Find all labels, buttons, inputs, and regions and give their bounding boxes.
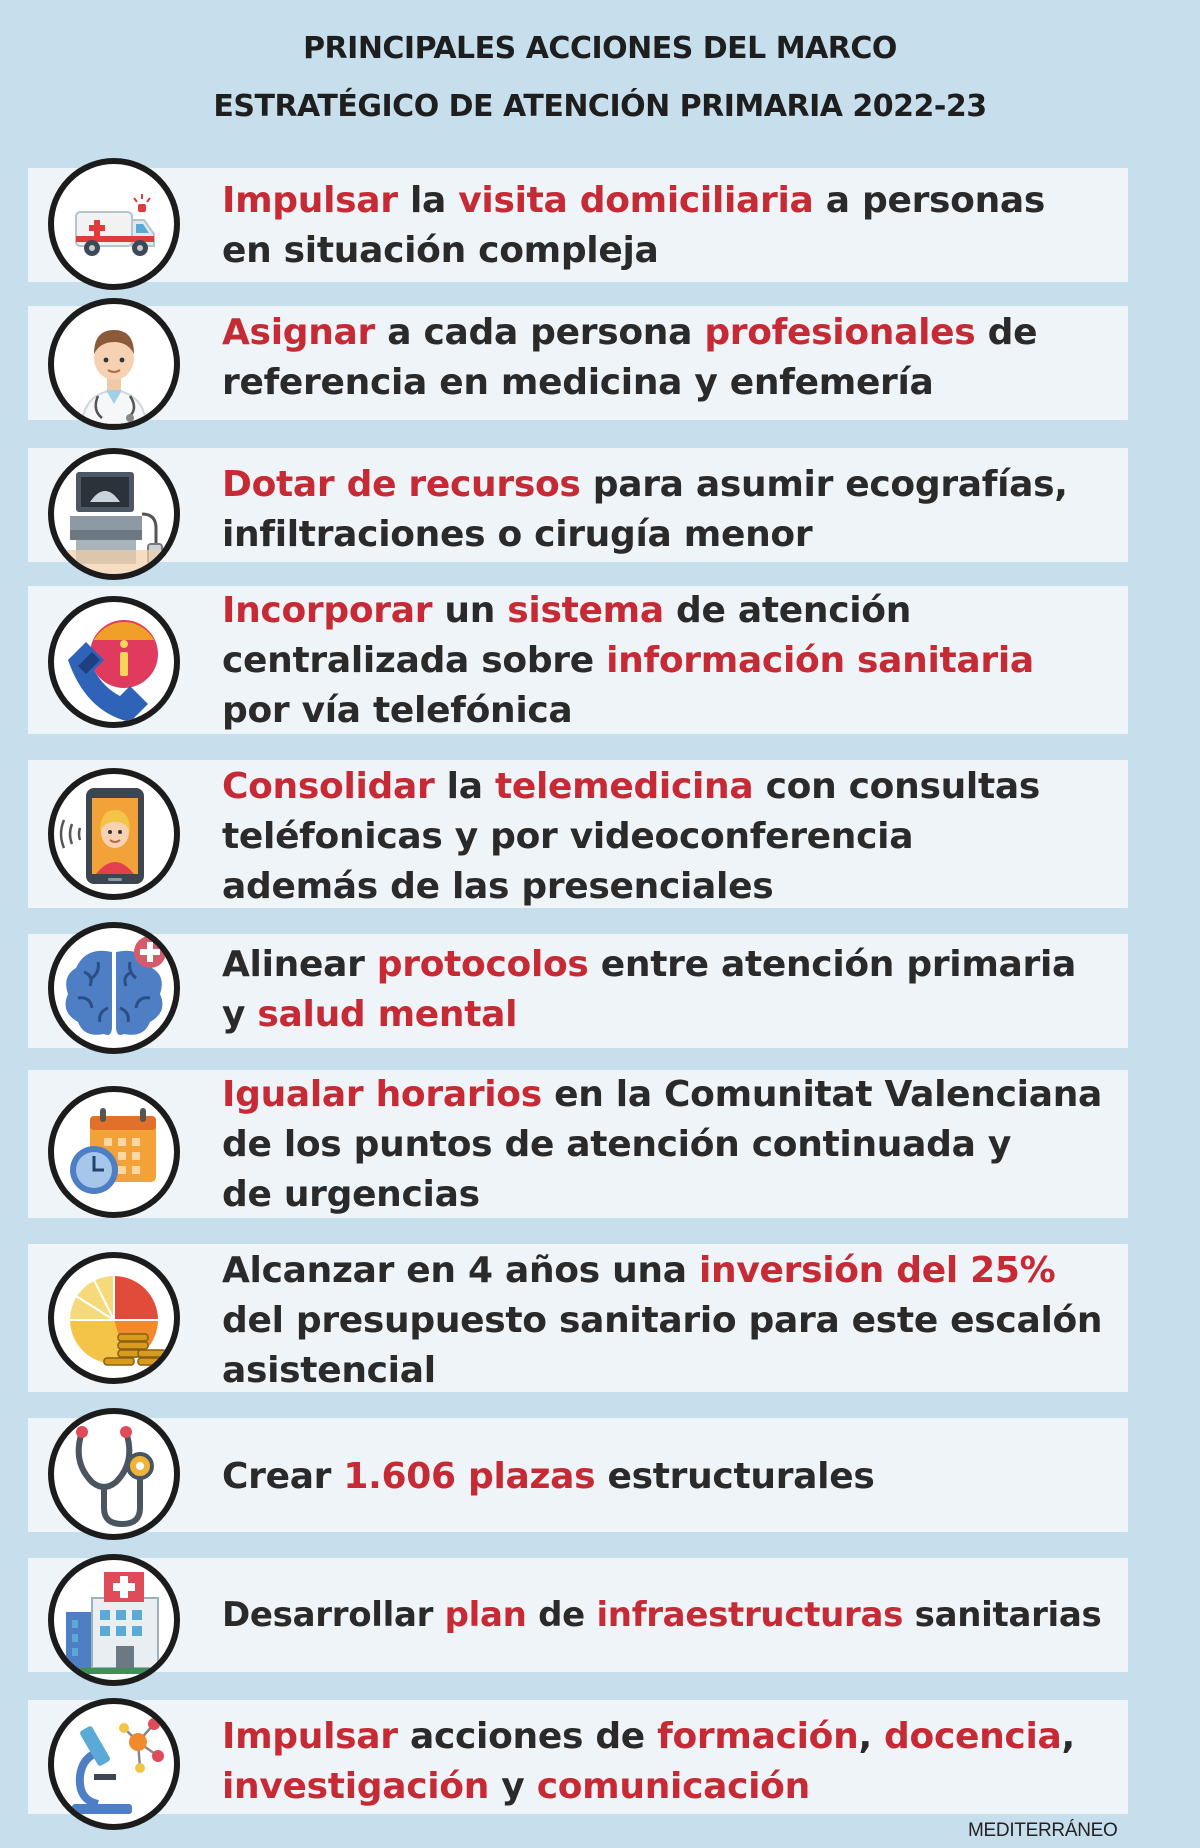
highlight-text: plan [444, 1595, 527, 1635]
highlight-text: profesionales [704, 312, 976, 353]
highlight-text: salud mental [257, 994, 518, 1035]
highlight-text: formación [657, 1716, 859, 1757]
highlight-text: Igualar horarios [222, 1074, 542, 1115]
highlight-text: Impulsar [222, 180, 398, 221]
plain-text: del presupuesto sanitario para este escalón [222, 1300, 1103, 1341]
action-text-line [222, 308, 1122, 358]
plain-text: entre atención primaria [588, 944, 1077, 985]
action-text-line [222, 940, 1122, 990]
highlight-text: Impulsar [222, 1716, 398, 1757]
plain-text: referencia en medicina y enfemería [222, 362, 934, 403]
plain-text: sanitarias [903, 1595, 1102, 1635]
action-text-line [222, 636, 1122, 686]
highlight-text: Asignar [222, 312, 375, 353]
action-text [222, 1712, 1122, 1812]
highlight-text: docencia [884, 1716, 1062, 1757]
action-text-line [222, 990, 1122, 1040]
plain-text: además de las presenciales [222, 866, 774, 907]
action-text-line [222, 812, 1122, 862]
action-text [222, 176, 1122, 276]
action-text [222, 1246, 1122, 1396]
plain-text: para asumir ecografías, [580, 464, 1068, 505]
plain-text: con consultas [753, 766, 1040, 807]
action-text-line [222, 1246, 1122, 1296]
action-text-line [222, 686, 1122, 736]
plain-text: estructurales [595, 1456, 875, 1497]
plain-text: en situación compleja [222, 230, 659, 271]
plain-text: Desarrollar [222, 1595, 445, 1635]
brain-plus-icon [48, 922, 180, 1054]
action-text [222, 762, 1122, 912]
highlight-text: Dotar de recursos [222, 464, 581, 505]
plain-text: de [975, 312, 1038, 353]
action-text [222, 1452, 1122, 1502]
plain-text: Alcanzar en 4 años una [222, 1250, 699, 1291]
ambulance-icon [48, 158, 180, 290]
source-credit: MEDITERRÁNEO [968, 1820, 1118, 1841]
action-text-line [222, 1346, 1122, 1396]
action-text-line [222, 1170, 1122, 1220]
plain-text: y [222, 994, 258, 1035]
plain-text: de atención [663, 590, 912, 631]
phone-info-icon [48, 596, 180, 728]
highlight-text: infraestructuras [596, 1595, 904, 1635]
highlight-text: Consolidar [222, 766, 435, 807]
title-line-2: ESTRATÉGICO DE ATENCIÓN PRIMARIA 2022-23 [213, 89, 987, 124]
plain-text: de los puntos de atención continuada y [222, 1124, 1011, 1165]
title-line-1: PRINCIPALES ACCIONES DEL MARCO [303, 31, 897, 66]
action-text-line [222, 226, 1122, 276]
highlight-text: inversión del 25% [698, 1250, 1056, 1291]
ultrasound-machine-icon [48, 448, 180, 580]
highlight-text: investigación [222, 1766, 490, 1807]
plain-text: a personas [813, 180, 1046, 221]
highlight-text: 1.606 plazas [343, 1456, 596, 1497]
pie-chart-coins-icon [48, 1252, 180, 1384]
plain-text: Alinear [222, 944, 377, 985]
plain-text: Crear [222, 1456, 344, 1497]
plain-text: acciones de [397, 1716, 658, 1757]
plain-text: la [397, 180, 459, 221]
highlight-text: sistema [507, 590, 664, 631]
plain-text: la [434, 766, 495, 807]
plain-text: centralizada sobre [222, 640, 607, 681]
plain-text: por vía telefónica [222, 690, 573, 731]
action-text [222, 940, 1122, 1040]
calendar-clock-icon [48, 1086, 180, 1218]
action-text [222, 308, 1122, 408]
action-text-line [222, 1590, 1122, 1640]
plain-text: teléfonicas y por videoconferencia [222, 816, 914, 857]
plain-text: de urgencias [222, 1174, 480, 1215]
action-text-line [222, 176, 1122, 226]
plain-text: en la Comunitat Valenciana [541, 1074, 1103, 1115]
plain-text: y [489, 1766, 537, 1807]
page-title [0, 20, 1200, 136]
action-text [222, 1590, 1122, 1640]
hospital-building-icon [48, 1554, 180, 1686]
action-text-line [222, 1120, 1122, 1170]
action-text-line [222, 1452, 1122, 1502]
highlight-text: telemedicina [494, 766, 754, 807]
action-text [222, 586, 1122, 736]
action-text [222, 460, 1122, 560]
plain-text: asistencial [222, 1350, 436, 1391]
video-call-phone-icon [48, 768, 180, 900]
action-text-line [222, 862, 1122, 912]
action-text-line [222, 1712, 1122, 1762]
highlight-text: visita domiciliaria [458, 180, 814, 221]
plain-text: infiltraciones o cirugía menor [222, 514, 813, 555]
plain-text: a cada persona [374, 312, 705, 353]
highlight-text: protocolos [376, 944, 589, 985]
action-text-line [222, 358, 1122, 408]
action-text-line [222, 1296, 1122, 1346]
microscope-molecule-icon [48, 1698, 180, 1830]
highlight-text: comunicación [536, 1766, 810, 1807]
action-text-line [222, 460, 1122, 510]
action-text-line [222, 762, 1122, 812]
action-text-line [222, 586, 1122, 636]
plain-text: , [1061, 1716, 1075, 1757]
highlight-text: información sanitaria [606, 640, 1034, 681]
plain-text: un [432, 590, 508, 631]
plain-text: , [858, 1716, 885, 1757]
doctor-icon [48, 298, 180, 430]
action-text-line [222, 1762, 1122, 1812]
action-text-line [222, 510, 1122, 560]
action-text [222, 1070, 1122, 1220]
action-text-line [222, 1070, 1122, 1120]
stethoscope-icon [48, 1408, 180, 1540]
plain-text: de [526, 1595, 597, 1635]
highlight-text: Incorporar [222, 590, 433, 631]
